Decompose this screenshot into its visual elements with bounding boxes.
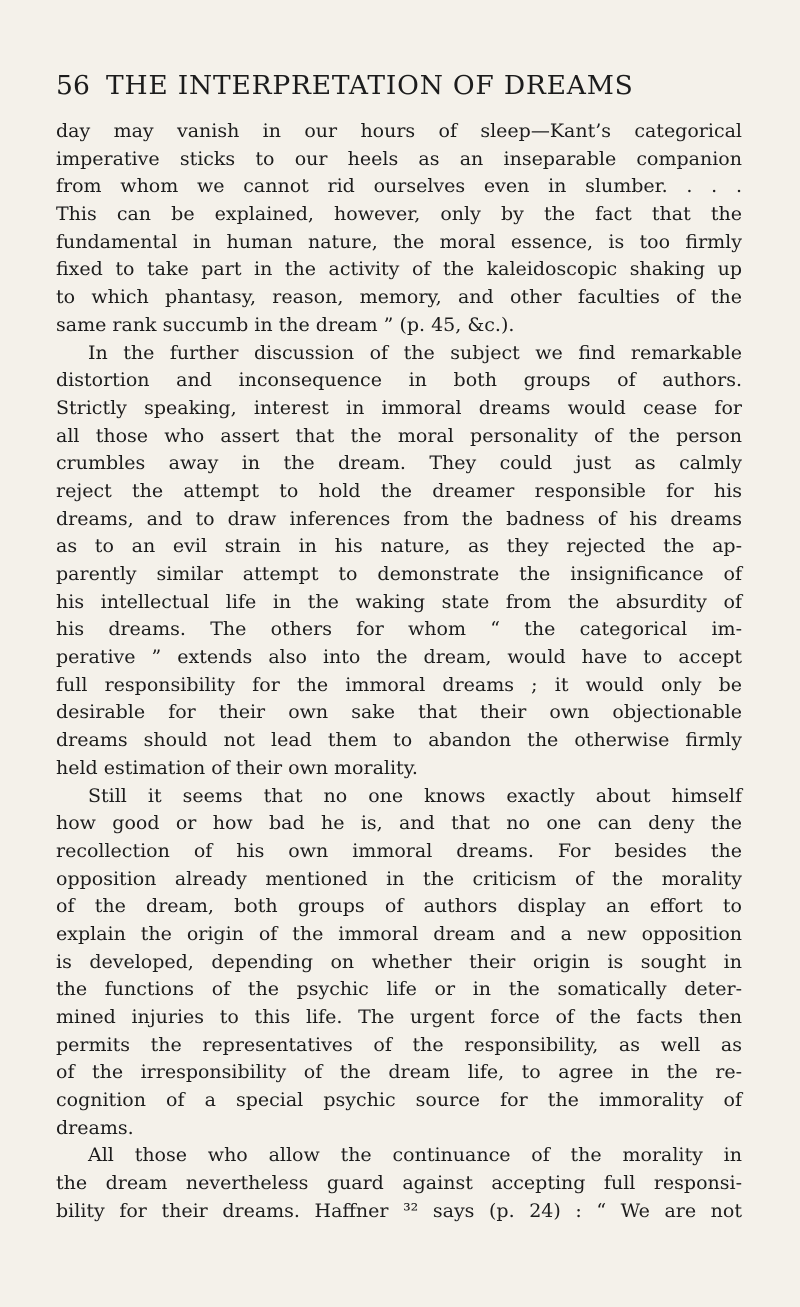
text-line: perative ” extends also into the dream, would have to accept bbox=[56, 646, 742, 669]
text-line: the dream nevertheless guard against accepting full responsi- bbox=[56, 1172, 742, 1195]
text-line: dreams, and to draw inferences from the badness of his dreams bbox=[56, 507, 742, 530]
text-line: dreams should not lead them to abandon the otherwise firmly bbox=[56, 729, 742, 752]
text-line: opposition already mentioned in the criticism of the morality bbox=[56, 867, 742, 890]
text-line: parently similar attempt to demonstrate the insignificance of bbox=[56, 563, 742, 585]
text-line: distortion and inconsequence in both groups of authors. bbox=[56, 369, 742, 392]
text-line: his intellectual life in the waking state from the absurdity of bbox=[56, 590, 742, 613]
paragraph-start-line: In the further discussion of the subject we find remarkable bbox=[88, 341, 742, 364]
text-line: the functions of the psychic life or in the somatically deter- bbox=[56, 978, 742, 1001]
text-line: This can be explained, however, only by the fact that the bbox=[56, 203, 742, 226]
paragraph-start-line: All those who allow the continuance of the morality in bbox=[88, 1144, 742, 1167]
text-line: is developed, depending on whether their origin is sought in bbox=[56, 950, 742, 973]
text-line: explain the origin of the immoral dream and a new opposition bbox=[56, 922, 742, 945]
text-line: his dreams. The others for whom “ the categorical im- bbox=[56, 618, 742, 641]
text-line: mined injuries to this life. The urgent force of the facts then bbox=[56, 1006, 742, 1028]
text-line: how good or how bad he is, and that no one can deny the bbox=[56, 812, 742, 835]
text-line: bility for their dreams. Haffner ³² says (p. 24) : “ We are not bbox=[56, 1199, 742, 1222]
text-line: to which phantasy, reason, memory, and other faculties of the bbox=[56, 286, 742, 309]
text-line: Strictly speaking, interest in immoral dreams would cease for bbox=[56, 396, 742, 419]
text-line: fixed to take part in the activity of the kaleidoscopic shaking up bbox=[56, 258, 742, 281]
text-line: imperative sticks to our heels as an inseparable companion bbox=[56, 147, 742, 170]
text-line: same rank succumb in the dream ” (p. 45, &c.). bbox=[56, 313, 515, 336]
page-header bbox=[56, 66, 740, 106]
paragraph-start-line: Still it seems that no one knows exactly about himself bbox=[88, 784, 742, 807]
text-line: full responsibility for the immoral dreams ; it would only be bbox=[56, 673, 742, 696]
text-line: all those who assert that the moral personality of the person bbox=[56, 424, 742, 447]
text-line: held estimation of their own morality. bbox=[56, 756, 418, 779]
text-line: desirable for their own sake that their own objectionable bbox=[56, 701, 742, 724]
text-line: day may vanish in our hours of sleep—Kant’s categorical bbox=[56, 120, 742, 142]
text-line: crumbles away in the dream. They could just as calmly bbox=[56, 452, 742, 475]
text-line: cognition of a special psychic source for the immorality of bbox=[56, 1089, 742, 1112]
text-line: recollection of his own immoral dreams. For besides the bbox=[56, 839, 742, 862]
text-line: of the dream, both groups of authors display an effort to bbox=[56, 895, 742, 918]
text-line: fundamental in human nature, the moral essence, is too firmly bbox=[56, 230, 742, 253]
text-line: as to an evil strain in his nature, as they rejected the ap- bbox=[56, 535, 742, 558]
text-line: from whom we cannot rid ourselves even in slumber. . . . bbox=[56, 175, 742, 198]
text-line: reject the attempt to hold the dreamer responsible for his bbox=[56, 479, 742, 502]
page-number: 56 bbox=[56, 70, 91, 101]
body-text bbox=[56, 118, 742, 1226]
text-line: permits the representatives of the responsibility, as well as bbox=[56, 1033, 742, 1056]
running-title: THE INTERPRETATION OF DREAMS bbox=[106, 70, 634, 101]
text-line: of the irresponsibility of the dream life, to agree in the re- bbox=[56, 1061, 742, 1084]
text-line: dreams. bbox=[56, 1116, 134, 1139]
